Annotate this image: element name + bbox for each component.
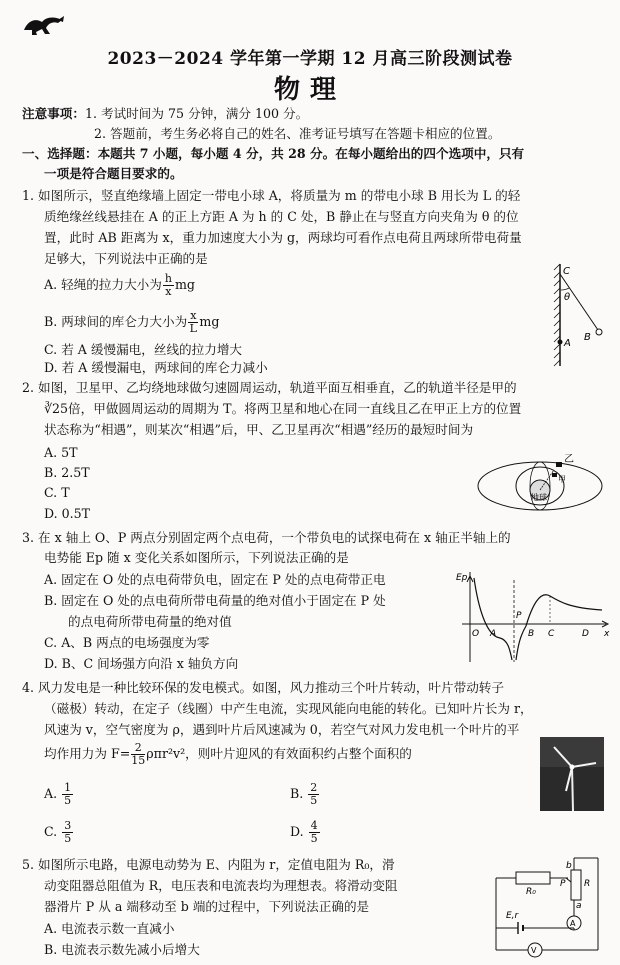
q1-figure xyxy=(540,260,610,372)
q4-stem-1: 4. 风力发电是一种比较环保的发电模式。如图，风力推动三个叶片转动，叶片带动转子 xyxy=(22,680,504,695)
exam-title: 2023－2024 学年第一学期 12 月高三阶段测试卷 xyxy=(107,49,513,69)
section-heading: 一、选择题：本题共 7 小题，每小题 4 分，共 28 分。在每小题给出的四个选项中，只有 xyxy=(22,146,525,161)
q2-option-b: B. 2.5T xyxy=(44,465,90,480)
label-ep: Ep xyxy=(456,573,468,583)
q1-stem-3: 置，此时 AB 距离为 x，重力加速度大小为 g，两球均可看作点电荷且两球所带电荷量 xyxy=(44,230,522,245)
q4-stem-3: 风速为 v，空气密度为 ρ，遇到叶片后风速减为 0，若空气对风力发电机一个叶片的平 xyxy=(44,722,520,737)
q1-option-d: D. 若 A 缓慢漏电，两球间的库仑力减小 xyxy=(44,360,268,375)
q4-option-d: D. $\frac{4}{5}$ xyxy=(290,819,318,845)
logo-icon xyxy=(22,14,66,36)
q2-figure xyxy=(472,446,612,516)
label-d-point: D xyxy=(582,629,589,639)
notes-label: 注意事项： xyxy=(22,106,85,121)
resistor-r0 xyxy=(516,872,550,884)
label-c-point: C xyxy=(548,629,555,639)
label-source: E,r xyxy=(506,911,519,921)
q4-option-b: B. $\frac{2}{5}$ xyxy=(290,781,318,807)
q1-stem-4: 足够大，下列说法中正确的是 xyxy=(44,251,208,266)
label-b: B xyxy=(584,332,591,343)
notes-item-1: 1. 考试时间为 75 分钟，满分 100 分。 xyxy=(84,106,309,121)
q2-option-d: D. 0.5T xyxy=(44,506,91,521)
q2-stem-3: 状态称为“相遇”，则某次“相遇”后，甲、乙卫星再次“相遇”经历的最短时间为 xyxy=(44,422,474,437)
q5-stem-3: 器滑片 P 从 a 端移动至 b 端的过程中，下列说法正确的是 xyxy=(44,899,370,914)
wind-turbine-image xyxy=(540,737,604,811)
fraction: $\frac{h}{x}$ xyxy=(164,272,172,298)
section-heading-cont: 一项是符合题目要求的。 xyxy=(44,166,183,181)
label-voltmeter: V xyxy=(531,946,537,955)
q3-option-a: A. 固定在 O 处的点电荷带负电，固定在 P 处的点电荷带正电 xyxy=(44,572,386,587)
q3-option-c: C. A、B 两点的电场强度为零 xyxy=(44,635,210,650)
label-b-end: b xyxy=(566,861,572,871)
fraction: $\frac{x}{L}$ xyxy=(189,309,197,335)
q2-stem-1: 2. 如图，卫星甲、乙均绕地球做匀速圆周运动，轨道平面互相垂直，乙的轨道半径是甲的 xyxy=(22,380,517,395)
label-ammeter: A xyxy=(570,919,576,928)
label-p-slider: P xyxy=(560,879,566,889)
q4-stem-4: 均作用力为 F= $\frac{2}{15}$ ρπr²v²，则叶片迎风的有效面积约占整个面积的 xyxy=(44,741,412,767)
label-b-point: B xyxy=(528,629,535,639)
label-r: R xyxy=(584,879,591,889)
q3-stem-2: 电势能 Ep 随 x 变化关系如图所示，下列说法正确的是 xyxy=(44,550,349,565)
subject-title: 物理 xyxy=(273,75,346,105)
label-satellite-jia: 甲 xyxy=(558,475,566,484)
q3-figure xyxy=(452,566,612,666)
fraction: $\frac{2}{15}$ xyxy=(131,741,146,767)
q4-option-c: C. $\frac{3}{5}$ xyxy=(44,819,72,845)
q2-option-a: A. 5T xyxy=(44,445,78,460)
label-theta: θ xyxy=(564,292,571,303)
label-a-end: a xyxy=(576,901,582,911)
label-satellite-yi: 乙 xyxy=(564,454,574,465)
q1-option-b: B. 两球间的库仑力大小为 $\frac{x}{L}$ mg xyxy=(44,309,220,335)
q5-stem-1: 5. 如图所示电路，电源电动势为 E、内阻为 r，定值电阻为 R₀，滑 xyxy=(22,857,395,872)
label-a: A xyxy=(564,338,571,349)
q2-stem-2: ∛25倍，甲做圆周运动的周期为 T。将两卫星和地心在同一直线且乙在甲正上方的位置 xyxy=(44,401,522,416)
q5-circuit-figure xyxy=(476,850,612,962)
q5-option-a: A. 电流表示数一直减小 xyxy=(44,921,175,936)
label-c: C xyxy=(563,266,570,277)
notes-block xyxy=(22,104,308,124)
q4-option-a: A. $\frac{1}{5}$ xyxy=(44,781,72,807)
label-p: P xyxy=(516,611,522,621)
q1-stem-2: 质绝缘丝线悬挂在 A 的正上方距 A 为 h 的 C 处，B 静止在与竖直方向夹角为 θ 的位 xyxy=(44,209,519,224)
label-earth: 地球 xyxy=(531,493,547,502)
q3-option-b-2: 的点电荷所带电荷量的绝对值 xyxy=(68,614,232,629)
q1-option-c: C. 若 A 缓慢漏电，丝线的拉力增大 xyxy=(44,342,243,357)
label-r0: R₀ xyxy=(526,887,536,897)
fraction: $\frac{1}{5}$ xyxy=(64,781,72,807)
label-a-point: A xyxy=(490,629,497,639)
q2-option-c: C. T xyxy=(44,485,70,500)
fraction: $\frac{2}{5}$ xyxy=(310,781,318,807)
label-o: O xyxy=(472,629,480,639)
q1-stem-1: 1. 如图所示，竖直绝缘墙上固定一带电小球 A，将质量为 m 的带电小球 B 用长为 L 的轻 xyxy=(22,188,521,203)
q5-option-b: B. 电流表示数先减小后增大 xyxy=(44,942,200,957)
q5-stem-2: 动变阻器总阻值为 R，电压表和电流表均为理想表。将滑动变阻 xyxy=(44,878,398,893)
notes-item-2: 2. 答题前，考生务必将自己的姓名、准考证号填写在答题卡相应的位置。 xyxy=(94,126,501,141)
q1-option-a: A. 轻绳的拉力大小为 $\frac{h}{x}$ mg xyxy=(44,272,195,298)
q3-option-b-1: B. 固定在 O 处的点电荷所带电荷量的绝对值小于固定在 P 处 xyxy=(44,593,386,608)
label-x-axis: x xyxy=(604,629,610,639)
rheostat-r xyxy=(571,870,581,900)
fraction: $\frac{3}{5}$ xyxy=(64,819,72,845)
q4-stem-2: （磁极）转动，在定子（线圈）中产生电流，实现风能向电能的转化。已知叶片长为 r， xyxy=(44,701,533,716)
q3-stem-1: 3. 在 x 轴上 O、P 两点分别固定两个点电荷，一个带负电的试探电荷在 x 轴正半轴上的 xyxy=(22,530,511,545)
fraction: $\frac{4}{5}$ xyxy=(310,819,318,845)
q3-option-d: D. B、C 间场强方向沿 x 轴负方向 xyxy=(44,656,239,671)
